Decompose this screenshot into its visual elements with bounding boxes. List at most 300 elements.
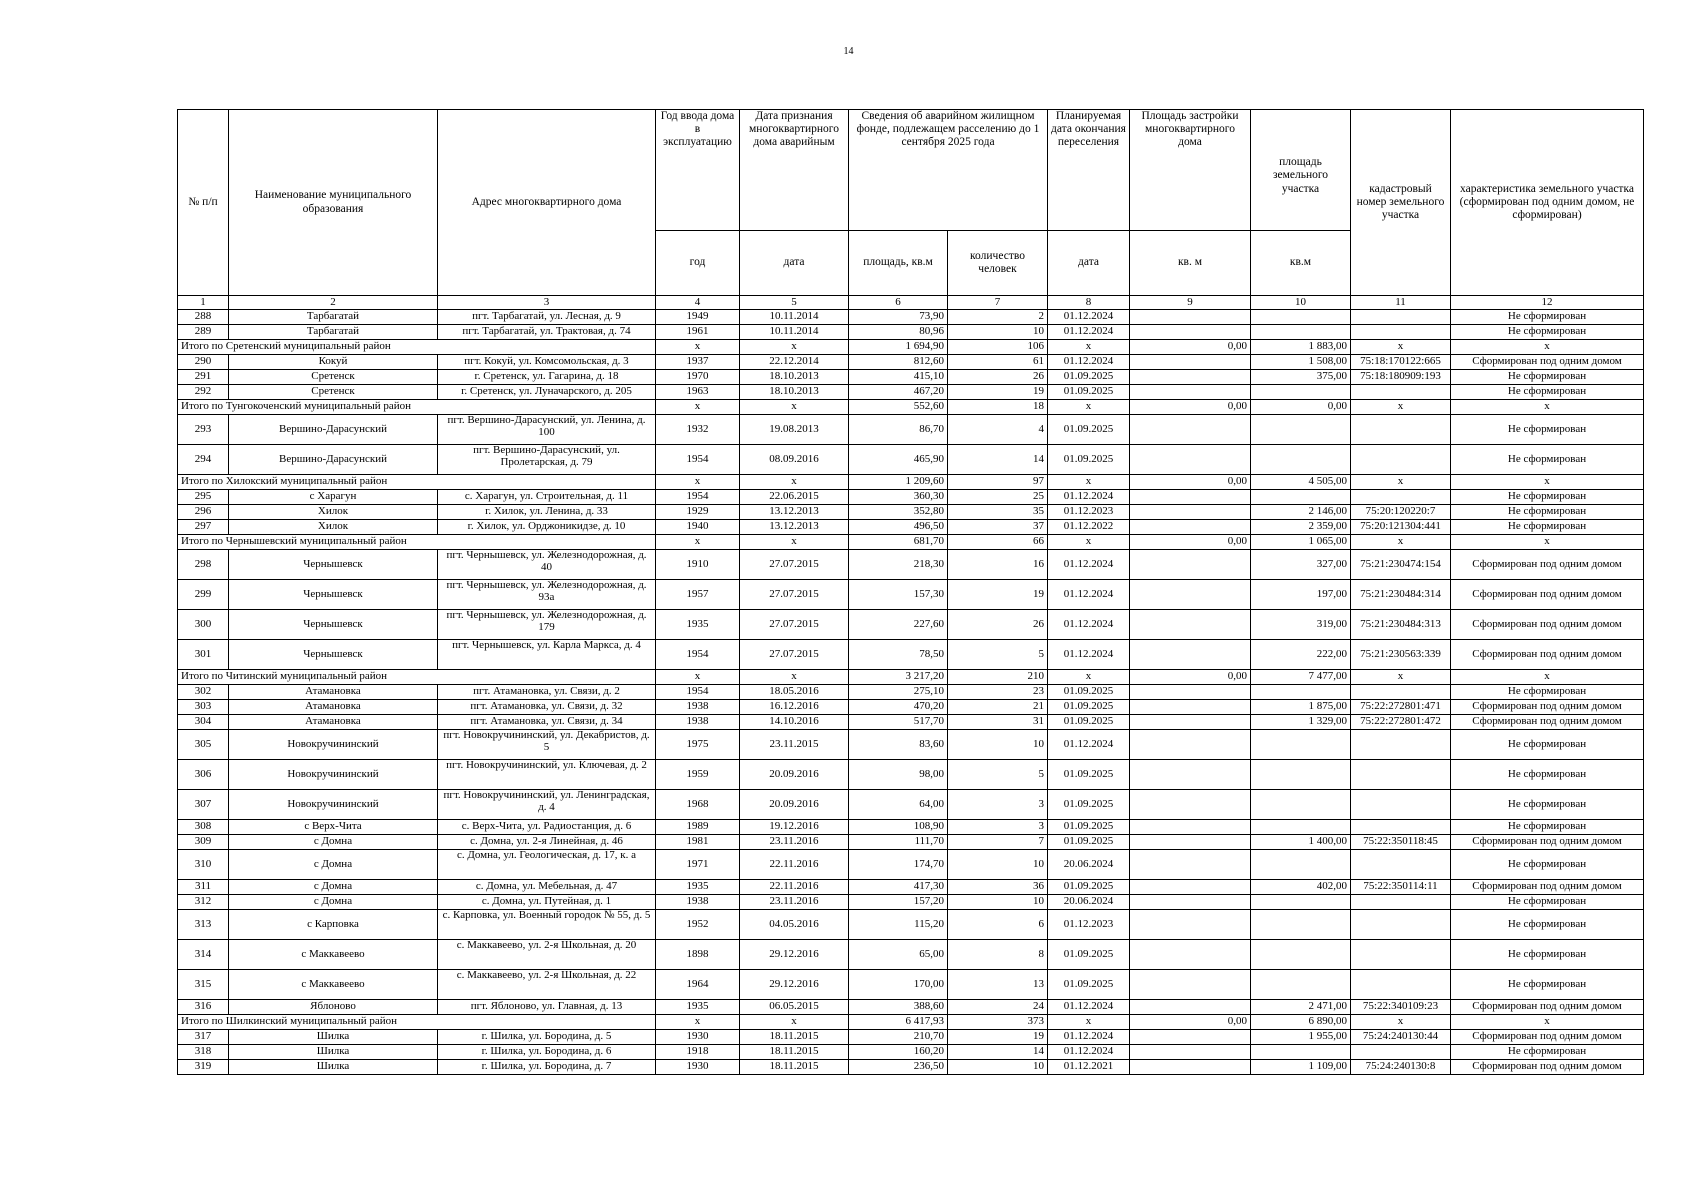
cell-year: 1929 [656, 505, 740, 520]
cell-cadastral: x [1351, 535, 1451, 550]
cell-address: пгт. Атамановка, ул. Связи, д. 2 [438, 685, 656, 700]
cell-date: x [740, 400, 849, 415]
cell-address: пгт. Новокручининский, ул. Ключевая, д. 2 [438, 760, 656, 790]
cell-date: 29.12.2016 [740, 940, 849, 970]
cell-cadastral: 75:21:230563:339 [1351, 640, 1451, 670]
cell-date: 23.11.2015 [740, 730, 849, 760]
cell-date: 18.11.2015 [740, 1030, 849, 1045]
cell-land-area: 6 890,00 [1251, 1015, 1351, 1030]
cell-year: 1981 [656, 835, 740, 850]
table-row [178, 325, 1644, 340]
table-row [178, 730, 1644, 760]
cell-cadastral [1351, 820, 1451, 835]
cell-footprint [1130, 970, 1251, 1000]
cell-footprint [1130, 820, 1251, 835]
cell-num: 296 [178, 505, 229, 520]
col-number: 12 [1451, 296, 1644, 310]
cell-area: 1 209,60 [849, 475, 948, 490]
cell-cadastral: 75:21:230474:154 [1351, 550, 1451, 580]
cell-footprint [1130, 520, 1251, 535]
cell-plan-date: 20.06.2024 [1048, 850, 1130, 880]
cell-plan-date: x [1048, 475, 1130, 490]
cell-date: 27.07.2015 [740, 610, 849, 640]
cell-people: 4 [948, 415, 1048, 445]
cell-num: 302 [178, 685, 229, 700]
cell-land-area: 4 505,00 [1251, 475, 1351, 490]
cell-plan-date: 01.12.2023 [1048, 910, 1130, 940]
cell-land-area: 197,00 [1251, 580, 1351, 610]
cell-cadastral: 75:22:350118:45 [1351, 835, 1451, 850]
cell-area: 64,00 [849, 790, 948, 820]
cell-area: 218,30 [849, 550, 948, 580]
cell-people: 106 [948, 340, 1048, 355]
cell-area: 415,10 [849, 370, 948, 385]
cell-cadastral: x [1351, 1015, 1451, 1030]
cell-municipality: Чернышевск [229, 580, 438, 610]
cell-cadastral [1351, 325, 1451, 340]
cell-year: 1954 [656, 685, 740, 700]
cell-plan-date: 01.12.2024 [1048, 580, 1130, 610]
cell-municipality: с Домна [229, 835, 438, 850]
cell-date: x [740, 475, 849, 490]
cell-num: 315 [178, 970, 229, 1000]
cell-year: 1938 [656, 700, 740, 715]
header-sub-footprint: кв. м [1130, 231, 1251, 296]
cell-plan-date: 01.12.2024 [1048, 610, 1130, 640]
cell-year: 1932 [656, 415, 740, 445]
cell-num: 290 [178, 355, 229, 370]
cell-land-area: 1 065,00 [1251, 535, 1351, 550]
cell-cadastral [1351, 730, 1451, 760]
cell-plan-date: 01.09.2025 [1048, 445, 1130, 475]
cell-land-char: Не сформирован [1451, 1045, 1644, 1060]
cell-area: 65,00 [849, 940, 948, 970]
cell-land-char: Сформирован под одним домом [1451, 1000, 1644, 1015]
cell-area: 86,70 [849, 415, 948, 445]
cell-cadastral: x [1351, 340, 1451, 355]
cell-area: 388,60 [849, 1000, 948, 1015]
header-date-group: Дата признания многоквартирного дома аварийным [740, 110, 849, 231]
cell-land-char: Не сформирован [1451, 730, 1644, 760]
cell-land-char: Сформирован под одним домом [1451, 1060, 1644, 1075]
cell-land-area [1251, 820, 1351, 835]
cell-date: 22.11.2016 [740, 880, 849, 895]
cell-plan-date: 01.12.2024 [1048, 1000, 1130, 1015]
cell-date: 18.10.2013 [740, 385, 849, 400]
cell-plan-date: x [1048, 1015, 1130, 1030]
cell-land-char: Не сформирован [1451, 385, 1644, 400]
cell-num: 307 [178, 790, 229, 820]
cell-year: 1935 [656, 1000, 740, 1015]
cell-num: 305 [178, 730, 229, 760]
cell-people: 10 [948, 850, 1048, 880]
cell-footprint [1130, 385, 1251, 400]
cell-footprint [1130, 310, 1251, 325]
cell-land-char: Не сформирован [1451, 790, 1644, 820]
cell-cadastral [1351, 790, 1451, 820]
cell-land-area [1251, 325, 1351, 340]
cell-num: 319 [178, 1060, 229, 1075]
cell-plan-date: 01.09.2025 [1048, 970, 1130, 1000]
cell-land-area: 7 477,00 [1251, 670, 1351, 685]
cell-cadastral [1351, 940, 1451, 970]
district-total-row [178, 475, 1644, 490]
cell-municipality: Шилка [229, 1030, 438, 1045]
district-total-row [178, 535, 1644, 550]
cell-area: 681,70 [849, 535, 948, 550]
cell-year: 1957 [656, 580, 740, 610]
cell-plan-date: 01.09.2025 [1048, 385, 1130, 400]
cell-cadastral: 75:22:350114:11 [1351, 880, 1451, 895]
cell-footprint [1130, 940, 1251, 970]
cell-date: 18.05.2016 [740, 685, 849, 700]
cell-land-char: Сформирован под одним домом [1451, 835, 1644, 850]
cell-municipality: с Домна [229, 850, 438, 880]
total-label: Итого по Шилкинский муниципальный район [178, 1015, 656, 1030]
total-label: Итого по Тунгокоченский муниципальный район [178, 400, 656, 415]
cell-plan-date: 01.09.2025 [1048, 700, 1130, 715]
cell-cadastral: x [1351, 400, 1451, 415]
header-sub-people: количество человек [948, 231, 1048, 296]
cell-plan-date: 01.12.2024 [1048, 355, 1130, 370]
cell-date: 27.07.2015 [740, 580, 849, 610]
cell-land-char: Не сформирован [1451, 325, 1644, 340]
district-total-row [178, 670, 1644, 685]
cell-num: 312 [178, 895, 229, 910]
cell-year: x [656, 535, 740, 550]
total-label: Итого по Сретенский муниципальный район [178, 340, 656, 355]
cell-land-char: Сформирован под одним домом [1451, 355, 1644, 370]
cell-cadastral [1351, 910, 1451, 940]
cell-area: 517,70 [849, 715, 948, 730]
cell-area: 83,60 [849, 730, 948, 760]
cell-year: 1935 [656, 610, 740, 640]
cell-num: 299 [178, 580, 229, 610]
cell-municipality: Новокручининский [229, 760, 438, 790]
cell-plan-date: 01.09.2025 [1048, 820, 1130, 835]
cell-municipality: Шилка [229, 1060, 438, 1075]
cell-num: 295 [178, 490, 229, 505]
cell-footprint [1130, 1060, 1251, 1075]
cell-land-area: 1 875,00 [1251, 700, 1351, 715]
cell-land-area [1251, 970, 1351, 1000]
cell-people: 18 [948, 400, 1048, 415]
cell-address: г. Сретенск, ул. Луначарского, д. 205 [438, 385, 656, 400]
cell-year: x [656, 1015, 740, 1030]
cell-plan-date: 01.12.2024 [1048, 550, 1130, 580]
cell-land-char: Не сформирован [1451, 415, 1644, 445]
total-label: Итого по Чернышевский муниципальный район [178, 535, 656, 550]
cell-area: 496,50 [849, 520, 948, 535]
district-total-row [178, 340, 1644, 355]
cell-plan-date: 01.12.2022 [1048, 520, 1130, 535]
cell-address: г. Хилок, ул. Ленина, д. 33 [438, 505, 656, 520]
cell-people: 35 [948, 505, 1048, 520]
cell-footprint [1130, 880, 1251, 895]
cell-area: 360,30 [849, 490, 948, 505]
cell-land-area: 222,00 [1251, 640, 1351, 670]
cell-address: пгт. Кокуй, ул. Комсомольская, д. 3 [438, 355, 656, 370]
cell-land-char: x [1451, 535, 1644, 550]
header-sub-date: дата [740, 231, 849, 296]
table-row [178, 1030, 1644, 1045]
cell-plan-date: 01.09.2025 [1048, 715, 1130, 730]
cell-year: 1949 [656, 310, 740, 325]
cell-year: 1968 [656, 790, 740, 820]
table-row [178, 1000, 1644, 1015]
cell-footprint [1130, 325, 1251, 340]
cell-land-area: 402,00 [1251, 880, 1351, 895]
cell-land-area [1251, 850, 1351, 880]
cell-area: 210,70 [849, 1030, 948, 1045]
col-number: 1 [178, 296, 229, 310]
cell-plan-date: 01.12.2024 [1048, 310, 1130, 325]
header-land-area-group: площадь земельного участка [1251, 110, 1351, 231]
header-sub-year: год [656, 231, 740, 296]
cell-date: 18.11.2015 [740, 1045, 849, 1060]
cell-land-char: x [1451, 340, 1644, 355]
cell-municipality: Новокручининский [229, 790, 438, 820]
cell-cadastral: 75:21:230484:313 [1351, 610, 1451, 640]
cell-land-area: 1 883,00 [1251, 340, 1351, 355]
cell-footprint: 0,00 [1130, 340, 1251, 355]
cell-land-char: Сформирован под одним домом [1451, 550, 1644, 580]
table-row [178, 640, 1644, 670]
column-number-row [178, 296, 1644, 310]
cell-footprint [1130, 910, 1251, 940]
cell-land-char: Не сформирован [1451, 895, 1644, 910]
cell-footprint [1130, 835, 1251, 850]
cell-plan-date: x [1048, 535, 1130, 550]
cell-date: 20.09.2016 [740, 760, 849, 790]
cell-plan-date: 01.12.2024 [1048, 490, 1130, 505]
cell-cadastral: x [1351, 475, 1451, 490]
cell-people: 26 [948, 370, 1048, 385]
cell-land-area: 2 146,00 [1251, 505, 1351, 520]
cell-date: 23.11.2016 [740, 835, 849, 850]
cell-cadastral [1351, 1045, 1451, 1060]
cell-num: 303 [178, 700, 229, 715]
cell-land-area [1251, 760, 1351, 790]
cell-address: г. Сретенск, ул. Гагарина, д. 18 [438, 370, 656, 385]
cell-address: с. Карповка, ул. Военный городок № 55, д. 5 [438, 910, 656, 940]
cell-land-area [1251, 940, 1351, 970]
cell-footprint [1130, 1045, 1251, 1060]
cell-municipality: с Харагун [229, 490, 438, 505]
table-row [178, 355, 1644, 370]
cell-land-char: Сформирован под одним домом [1451, 580, 1644, 610]
cell-footprint: 0,00 [1130, 670, 1251, 685]
cell-cadastral: 75:24:240130:8 [1351, 1060, 1451, 1075]
cell-land-char: Не сформирован [1451, 940, 1644, 970]
cell-year: 1930 [656, 1060, 740, 1075]
cell-cadastral: 75:20:120220:7 [1351, 505, 1451, 520]
table-row [178, 850, 1644, 880]
cell-area: 552,60 [849, 400, 948, 415]
cell-num: 294 [178, 445, 229, 475]
cell-plan-date: 01.12.2024 [1048, 640, 1130, 670]
cell-people: 8 [948, 940, 1048, 970]
table-row [178, 685, 1644, 700]
cell-people: 37 [948, 520, 1048, 535]
header-year-group: Год ввода дома в эксплуатацию [656, 110, 740, 231]
cell-plan-date: 01.09.2025 [1048, 685, 1130, 700]
cell-area: 160,20 [849, 1045, 948, 1060]
cell-cadastral: 75:20:121304:441 [1351, 520, 1451, 535]
cell-date: x [740, 340, 849, 355]
table-row [178, 790, 1644, 820]
cell-address: г. Шилка, ул. Бородина, д. 7 [438, 1060, 656, 1075]
header-footprint-group: Площадь застройки многоквартирного дома [1130, 110, 1251, 231]
cell-footprint [1130, 505, 1251, 520]
cell-municipality: с Маккавеево [229, 940, 438, 970]
cell-date: 20.09.2016 [740, 790, 849, 820]
table-row [178, 1045, 1644, 1060]
cell-cadastral [1351, 385, 1451, 400]
cell-municipality: с Маккавеево [229, 970, 438, 1000]
cell-year: 1961 [656, 325, 740, 340]
cell-address: г. Шилка, ул. Бородина, д. 6 [438, 1045, 656, 1060]
cell-footprint: 0,00 [1130, 535, 1251, 550]
cell-address: г. Шилка, ул. Бородина, д. 5 [438, 1030, 656, 1045]
cell-year: 1959 [656, 760, 740, 790]
cell-people: 3 [948, 820, 1048, 835]
cell-area: 98,00 [849, 760, 948, 790]
cell-land-char: Сформирован под одним домом [1451, 700, 1644, 715]
cell-plan-date: 01.12.2024 [1048, 1030, 1130, 1045]
cell-people: 66 [948, 535, 1048, 550]
header-municipality: Наименование муниципального образования [229, 110, 438, 296]
cell-area: 812,60 [849, 355, 948, 370]
cell-land-area [1251, 310, 1351, 325]
cell-people: 23 [948, 685, 1048, 700]
cell-municipality: Чернышевск [229, 640, 438, 670]
cell-date: 06.05.2015 [740, 1000, 849, 1015]
cell-footprint [1130, 355, 1251, 370]
cell-footprint [1130, 640, 1251, 670]
cell-municipality: Тарбагатай [229, 325, 438, 340]
cell-num: 314 [178, 940, 229, 970]
cell-address: пгт. Чернышевск, ул. Карла Маркса, д. 4 [438, 640, 656, 670]
emergency-housing-table [177, 109, 1644, 1075]
cell-footprint [1130, 730, 1251, 760]
cell-land-area: 327,00 [1251, 550, 1351, 580]
cell-land-area [1251, 415, 1351, 445]
cell-num: 304 [178, 715, 229, 730]
cell-year: x [656, 340, 740, 355]
cell-municipality: Чернышевск [229, 550, 438, 580]
cell-land-area: 375,00 [1251, 370, 1351, 385]
cell-land-area: 1 400,00 [1251, 835, 1351, 850]
cell-footprint [1130, 790, 1251, 820]
cell-date: 10.11.2014 [740, 310, 849, 325]
cell-plan-date: 01.09.2025 [1048, 880, 1130, 895]
cell-people: 10 [948, 1060, 1048, 1075]
cell-cadastral [1351, 970, 1451, 1000]
cell-year: 1970 [656, 370, 740, 385]
table-row [178, 310, 1644, 325]
cell-footprint [1130, 580, 1251, 610]
cell-year: x [656, 400, 740, 415]
cell-land-area: 1 508,00 [1251, 355, 1351, 370]
cell-address: пгт. Вершино-Дарасунский, ул. Пролетарская, д. 79 [438, 445, 656, 475]
header-sub-land: кв.м [1251, 231, 1351, 296]
cell-date: 18.10.2013 [740, 370, 849, 385]
cell-municipality: Яблоново [229, 1000, 438, 1015]
cell-area: 3 217,20 [849, 670, 948, 685]
cell-area: 1 694,90 [849, 340, 948, 355]
cell-date: 22.11.2016 [740, 850, 849, 880]
cell-area: 174,70 [849, 850, 948, 880]
cell-people: 24 [948, 1000, 1048, 1015]
cell-municipality: Шилка [229, 1045, 438, 1060]
col-number: 4 [656, 296, 740, 310]
cell-cadastral [1351, 895, 1451, 910]
table-row [178, 970, 1644, 1000]
cell-address: пгт. Чернышевск, ул. Железнодорожная, д. 179 [438, 610, 656, 640]
cell-area: 73,90 [849, 310, 948, 325]
cell-land-char: Сформирован под одним домом [1451, 715, 1644, 730]
total-label: Итого по Читинский муниципальный район [178, 670, 656, 685]
cell-cadastral: 75:18:170122:665 [1351, 355, 1451, 370]
cell-date: 19.12.2016 [740, 820, 849, 835]
cell-municipality: Вершино-Дарасунский [229, 445, 438, 475]
cell-date: 13.12.2013 [740, 505, 849, 520]
cell-footprint: 0,00 [1130, 1015, 1251, 1030]
cell-municipality: Атамановка [229, 685, 438, 700]
table-row [178, 550, 1644, 580]
table-row [178, 835, 1644, 850]
cell-year: 1963 [656, 385, 740, 400]
cell-plan-date: 01.12.2024 [1048, 325, 1130, 340]
header-sub-area: площадь, кв.м [849, 231, 948, 296]
cell-year: 1918 [656, 1045, 740, 1060]
cell-municipality: Новокручининский [229, 730, 438, 760]
cell-address: пгт. Вершино-Дарасунский, ул. Ленина, д. 100 [438, 415, 656, 445]
cell-address: с. Домна, ул. 2-я Линейная, д. 46 [438, 835, 656, 850]
cell-cadastral: 75:21:230484:314 [1351, 580, 1451, 610]
cell-land-char: x [1451, 670, 1644, 685]
col-number: 6 [849, 296, 948, 310]
cell-people: 3 [948, 790, 1048, 820]
cell-num: 316 [178, 1000, 229, 1015]
cell-land-char: Не сформирован [1451, 520, 1644, 535]
cell-year: 1989 [656, 820, 740, 835]
header-land-char: характеристика земельного участка (сформирован под одним домом, не сформирован) [1451, 110, 1644, 296]
cell-year: 1952 [656, 910, 740, 940]
cell-cadastral: 75:24:240130:44 [1351, 1030, 1451, 1045]
cell-cadastral [1351, 490, 1451, 505]
cell-people: 5 [948, 640, 1048, 670]
cell-land-char: Не сформирован [1451, 910, 1644, 940]
cell-footprint [1130, 1000, 1251, 1015]
table-row [178, 520, 1644, 535]
cell-year: 1938 [656, 895, 740, 910]
cell-num: 293 [178, 415, 229, 445]
cell-num: 300 [178, 610, 229, 640]
cell-land-area: 2 471,00 [1251, 1000, 1351, 1015]
cell-address: пгт. Атамановка, ул. Связи, д. 34 [438, 715, 656, 730]
col-number: 7 [948, 296, 1048, 310]
cell-municipality: Атамановка [229, 700, 438, 715]
cell-people: 10 [948, 325, 1048, 340]
cell-people: 13 [948, 970, 1048, 1000]
cell-cadastral [1351, 850, 1451, 880]
table-row [178, 700, 1644, 715]
cell-footprint [1130, 445, 1251, 475]
cell-people: 19 [948, 385, 1048, 400]
cell-num: 306 [178, 760, 229, 790]
